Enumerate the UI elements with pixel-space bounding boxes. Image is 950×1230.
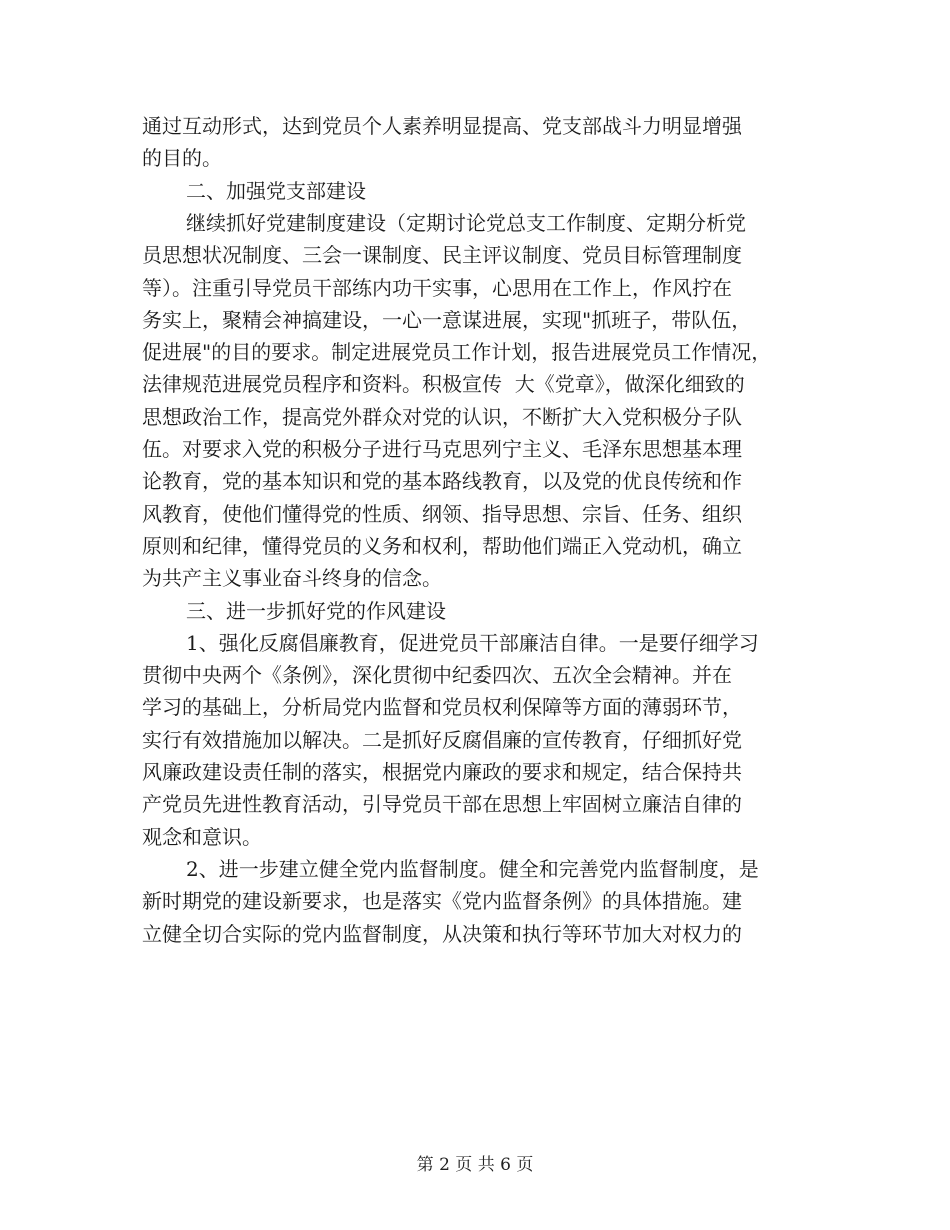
- text-line: 原则和纪律，懂得党员的义务和权利，帮助他们端正入党动机，确立: [142, 533, 742, 558]
- text-line: 新时期党的建设新要求，也是落实《党内监督条例》的具体措施。建: [142, 889, 742, 914]
- text-line: 观念和意识。: [142, 824, 262, 849]
- text-line: 学习的基础上，分析局党内监督和党员权利保障等方面的薄弱环节，: [142, 695, 742, 720]
- text-line: 实行有效措施加以解决。二是抓好反腐倡廉的宣传教育，仔细抓好党: [142, 727, 742, 752]
- text-line: 三、进一步抓好党的作风建设: [186, 598, 446, 623]
- text-line: 法律规范进展党员程序和资料。积极宣传 大《党章》，做深化细致的: [142, 372, 745, 397]
- text-line: 为共产主义事业奋斗终身的信念。: [142, 566, 442, 591]
- text-line: 立健全切合实际的党内监督制度，从决策和执行等环节加大对权力的: [142, 921, 742, 946]
- text-line: 的目的。: [142, 146, 222, 171]
- text-line: 产党员先进性教育活动，引导党员干部在思想上牢固树立廉洁自律的: [142, 792, 742, 817]
- text-line: 伍。对要求入党的积极分子进行马克思列宁主义、毛泽东思想基本理: [142, 437, 742, 461]
- text-line: 2、进一步建立健全党内监督制度。健全和完善党内监督制度，是: [186, 856, 759, 881]
- text-line: 思想政治工作，提高党外群众对党的认识，不断扩大入党积极分子队: [142, 404, 742, 429]
- text-line: 员思想状况制度、三会一课制度、民主评议制度、党员目标管理制度: [142, 243, 742, 268]
- text-line: 等）。注重引导党员干部练内功干实事，心思用在工作上，作风拧在: [142, 275, 732, 300]
- text-line: 风教育，使他们懂得党的性质、纲领、指导思想、宗旨、任务、组织: [142, 501, 742, 526]
- text-line: 二、加强党支部建设: [186, 178, 366, 203]
- text-line: 论教育，党的基本知识和党的基本路线教育，以及党的优良传统和作: [142, 469, 742, 494]
- page-footer: 第 2 页 共 6 页: [416, 1155, 534, 1175]
- text-line: 务实上，聚精会神搞建设，一心一意谋进展，实现"抓班子，带队伍，: [142, 307, 752, 332]
- text-line: 贯彻中央两个《条例》，深化贯彻中纪委四次、五次全会精神。并在: [142, 663, 732, 688]
- text-line: 继续抓好党建制度建设（定期讨论党总支工作制度、定期分析党: [186, 210, 746, 235]
- text-line: 通过互动形式，达到党员个人素养明显提高、党支部战斗力明显增强: [142, 114, 742, 138]
- text-line: 风廉政建设责任制的落实，根据党内廉政的要求和规定，结合保持共: [142, 760, 742, 784]
- text-line: 1、强化反腐倡廉教育，促进党员干部廉洁自律。一是要仔细学习: [186, 630, 759, 655]
- text-line: 促进展"的目的要求。制定进展党员工作计划，报告进展党员工作情况，: [142, 340, 772, 365]
